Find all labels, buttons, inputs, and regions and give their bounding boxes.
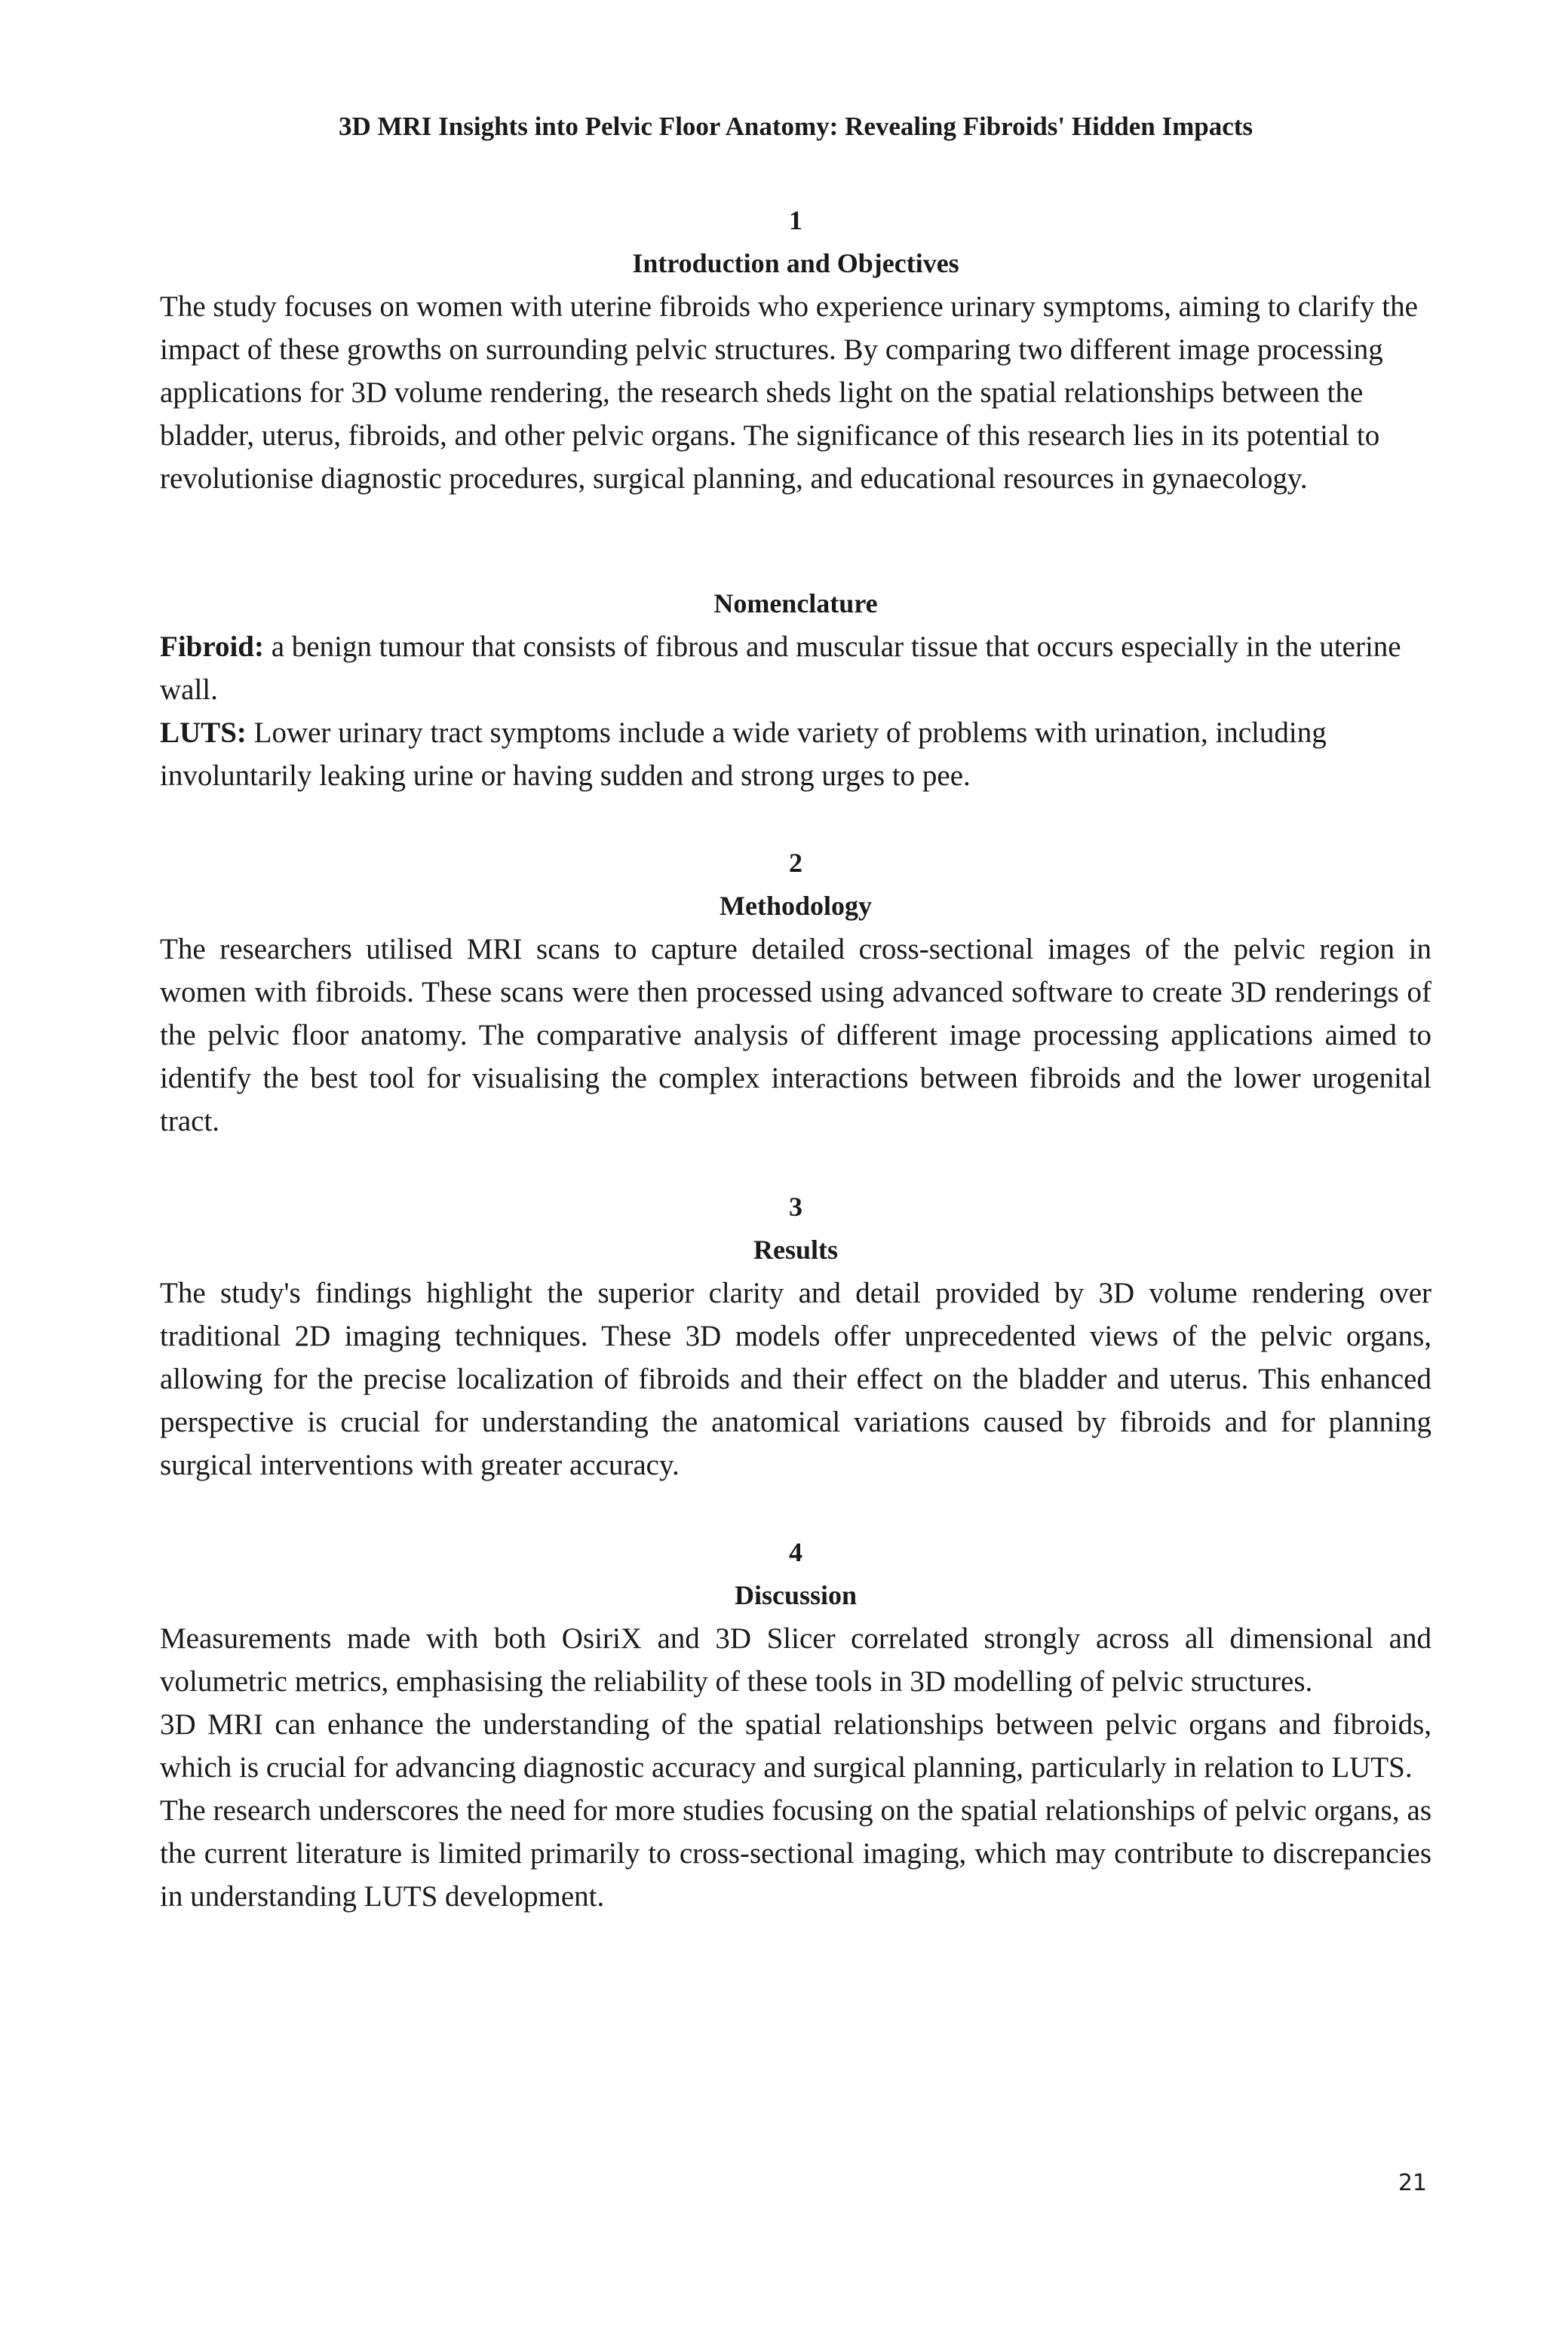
section-number: 4 [789, 1537, 802, 1567]
section-number: 2 [789, 848, 802, 878]
nomenclature-term: Fibroid: [160, 631, 264, 663]
section-paragraph: 3D MRI can enhance the understanding of the spatial relationships between pelvic organs and fibroids, which is crucial for advancing diagnostic accuracy and surgical planning, particularly in relation to LUTS. [160, 1708, 1431, 1784]
section-results [160, 1186, 1431, 1487]
section-paragraph: The study's findings highlight the superior clarity and detail provided by 3D volume rendering over traditional 2D imaging techniques. These 3D models offer unprecedented views of the pelvic organs, allowing for the precise localization of fibroids and their effect on the bladder and uterus. This enhanced perspective is crucial for understanding the anatomical variations caused by fibroids and for planning surgical interventions with greater accuracy. [160, 1277, 1431, 1481]
section-number: 3 [789, 1192, 802, 1222]
section-heading: Methodology [720, 891, 872, 921]
page-number: 21 [1398, 2170, 1427, 2196]
section-heading: Discussion [734, 1580, 858, 1610]
section-paragraph: The research underscores the need for more studies focusing on the spatial relationships of pelvic organs, as the current literature is limited primarily to cross-sectional imaging, which may contribute to discrepancies in understanding LUTS development. [160, 1794, 1431, 1913]
section-nomenclature [160, 582, 1431, 797]
section-heading: Nomenclature [713, 588, 878, 618]
document-title: 3D MRI Insights into Pelvic Floor Anatomy: Revealing Fibroids' Hidden Impacts [338, 112, 1253, 141]
section-heading: Introduction and Objectives [632, 248, 959, 278]
section-paragraph: The study focuses on women with uterine fibroids who experience urinary symptoms, aiming to clarify the impact of these growths on surrounding pelvic structures. By comparing two different image processing applications for 3D volume rendering, the research sheds light on the spatial relationships between the bladder, uterus, fibroids, and other pelvic organs. The significance of this research lies in its potential to revolutionise diagnostic procedures, surgical planning, and educational resources in gynaecology. [160, 290, 1418, 495]
section-discussion [160, 1531, 1431, 1918]
section-methodology [160, 842, 1431, 1143]
nomenclature-item-luts [160, 711, 1431, 797]
section-paragraph: Measurements made with both OsiriX and 3D Slicer correlated strongly across all dimensional and volumetric metrics, emphasising the reliability of these tools in 3D modelling of pelvic structures. [160, 1622, 1431, 1698]
nomenclature-term: LUTS: [160, 716, 247, 749]
nomenclature-definition: a benign tumour that consists of fibrous and muscular tissue that occurs especially in the uterine wall. [160, 631, 1401, 706]
section-number: 1 [789, 205, 802, 235]
nomenclature-definition: Lower urinary tract symptoms include a wide variety of problems with urination, including involuntarily leaking urine or having sudden and strong urges to pee. [160, 716, 1327, 792]
nomenclature-item-fibroid [160, 625, 1431, 711]
section-introduction [160, 199, 1431, 500]
section-heading: Results [753, 1235, 838, 1265]
section-paragraph: The researchers utilised MRI scans to capture detailed cross-sectional images of the pelvic region in women with fibroids. These scans were then processed using advanced software to create 3D renderings of the pelvic floor anatomy. The comparative analysis of different image processing applications aimed to identify the best tool for visualising the complex interactions between fibroids and the lower urogenital tract. [160, 933, 1431, 1137]
